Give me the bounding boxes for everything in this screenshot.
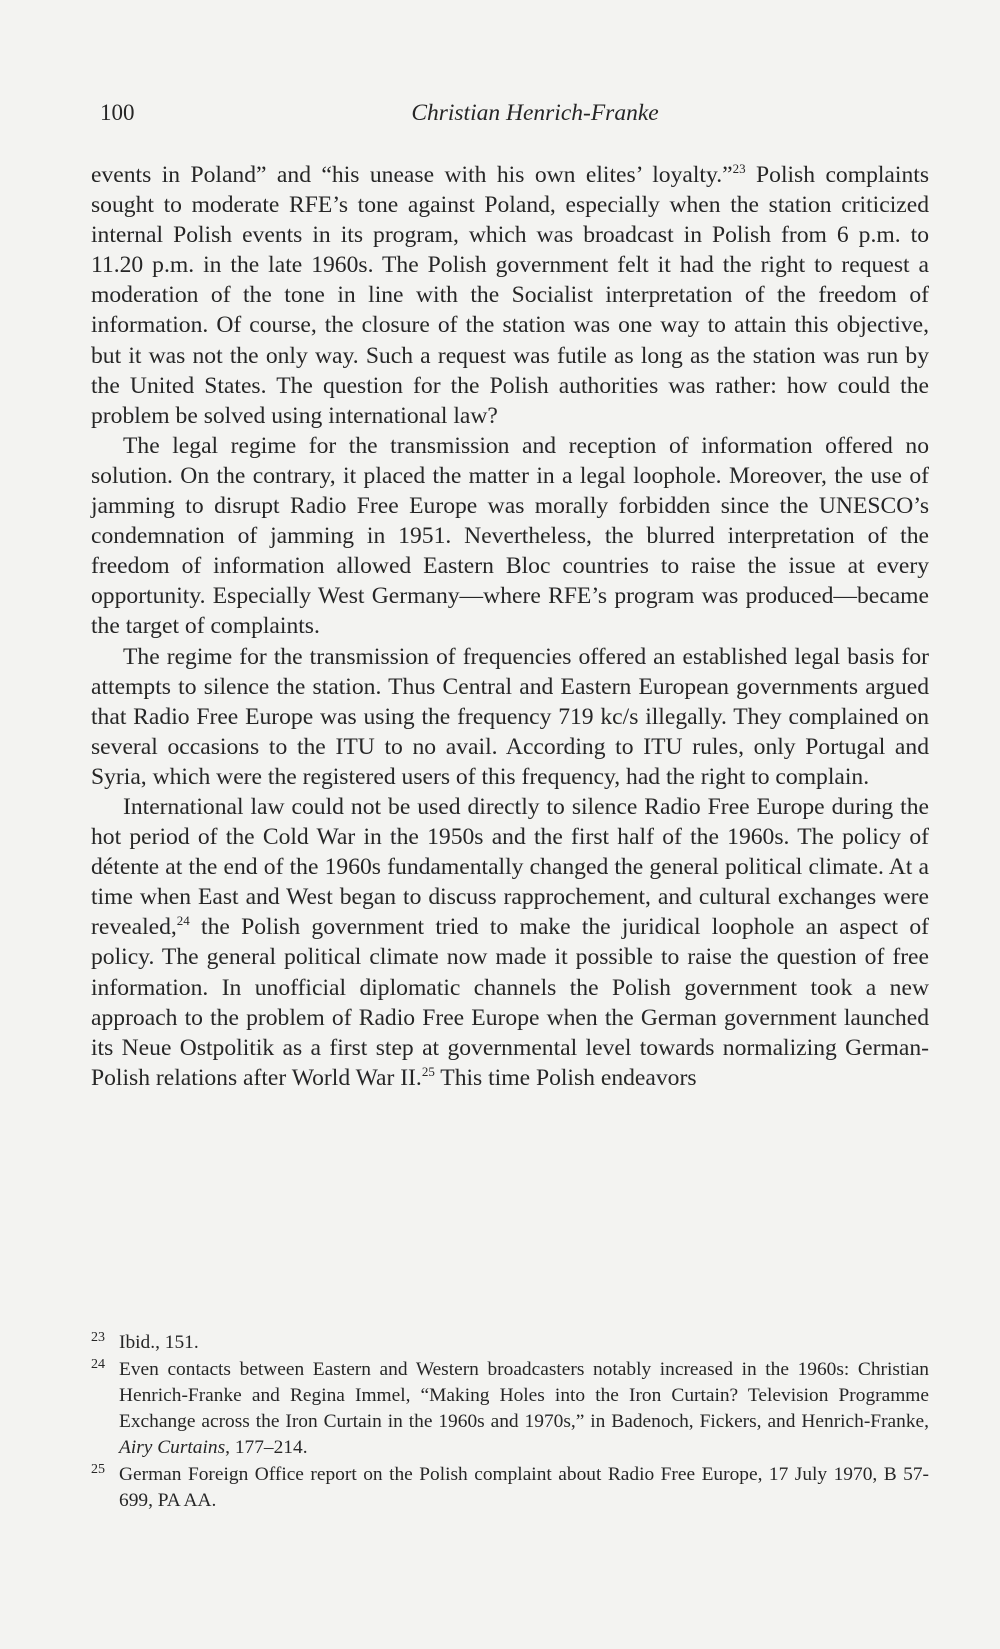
running-title-author: Christian Henrich-Franke [411, 100, 659, 126]
footnote-book-title: Airy Curtains [119, 1437, 226, 1458]
footnote-text: German Foreign Office report on the Polish complaint about Radio Free Europe, 17 July 1970, B 57-699, PA AA. [119, 1464, 929, 1511]
footnote-text: Ibid., 151. [119, 1332, 199, 1353]
footnote-23 [91, 1330, 929, 1356]
footnote-number: 23 [91, 1330, 105, 1345]
paragraph-4 [91, 792, 929, 1093]
footnote-ref-25[interactable]: 25 [421, 1063, 435, 1079]
paragraph-3: The regime for the transmission of frequencies offered an established legal basis for attempts to silence the station. Thus Central and Eastern European governments argued that Radio Free Europe was using the frequency 719 kc/s illegally. They complained on several occasions to the ITU to no avail. According to ITU rules, only Portugal and Syria, which were the registered users of this frequency, had the right to complain. [91, 643, 929, 790]
footnote-text-a: Even contacts between Eastern and Western broadcasters notably increased in the 1960s: Christian Henrich-Franke and Regina Immel, “Making Holes into the Iron Curtain? Television Programme Exchange across the Iron Curtain in the 1960s and 1970s,” in Badenoch, Fickers, and Henrich-Franke, [119, 1359, 929, 1432]
paragraph-4-text-b: the Polish government tried to make the juridical loophole an aspect of policy. The general political climate now made it possible to raise the question of free information. In unofficial diplomatic channels the Polish government took a new approach to the problem of Radio Free Europe when the German government launched its Neue Ostpolitik as a first step at governmental level towards normalizing German-Polish relations after World War II. [91, 914, 929, 1091]
footnote-number: 24 [91, 1357, 105, 1372]
footnote-number: 25 [91, 1462, 105, 1477]
footnote-25 [91, 1462, 929, 1514]
paragraph-1-text-b: Polish complaints sought to moderate RFE’s tone against Poland, especially when the station criticized internal Polish events in its program, which was broadcast in Polish from 6 p.m. to 11.20 p.m. in the late 1960s. The Polish government felt it had the right to request a moderation of the tone in line with the Socialist interpretation of the freedom of information. Of course, the closure of the station was one way to attain this objective, but it was not the only way. Such a request was futile as long as the station was run by the United States. The question for the Polish authorities was rather: how could the problem be solved using international law? [91, 162, 929, 429]
footnote-ref-24[interactable]: 24 [176, 913, 190, 929]
body-text [91, 160, 929, 1093]
paragraph-2: The legal regime for the transmission and reception of information offered no solution. On the contrary, it placed the matter in a legal loophole. Moreover, the use of jamming to disrupt Radio Free Europe was morally forbidden since the UNESCO’s condemnation of jamming in 1951. Nevertheless, the blurred interpretation of the freedom of information allowed Eastern Bloc countries to raise the issue at every opportunity. Especially West Germany—where RFE’s program was produced—became the target of complaints. [91, 432, 929, 640]
footnote-text-b: , 177–214. [225, 1437, 308, 1458]
running-head [100, 100, 930, 140]
paragraph-1-text-a: events in Poland” and “his unease with his own elites’ loyalty.” [91, 162, 733, 188]
footnote-ref-23[interactable]: 23 [732, 161, 746, 176]
paragraph-4-text-a: International law could not be used directly to silence Radio Free Europe during the hot period of the Cold War in the 1950s and the first half of the 1960s. The policy of détente at the end of the 1960s fundamentally changed the general political climate. At a time when East and West began to discuss rapprochement, and cultural exchanges were revealed, [91, 793, 929, 941]
page-number: 100 [100, 100, 135, 125]
footnotes [91, 1330, 929, 1515]
footnote-24 [91, 1357, 929, 1461]
paragraph-1 [91, 160, 929, 431]
paragraph-4-text-c: This time Polish endeavors [434, 1064, 697, 1091]
